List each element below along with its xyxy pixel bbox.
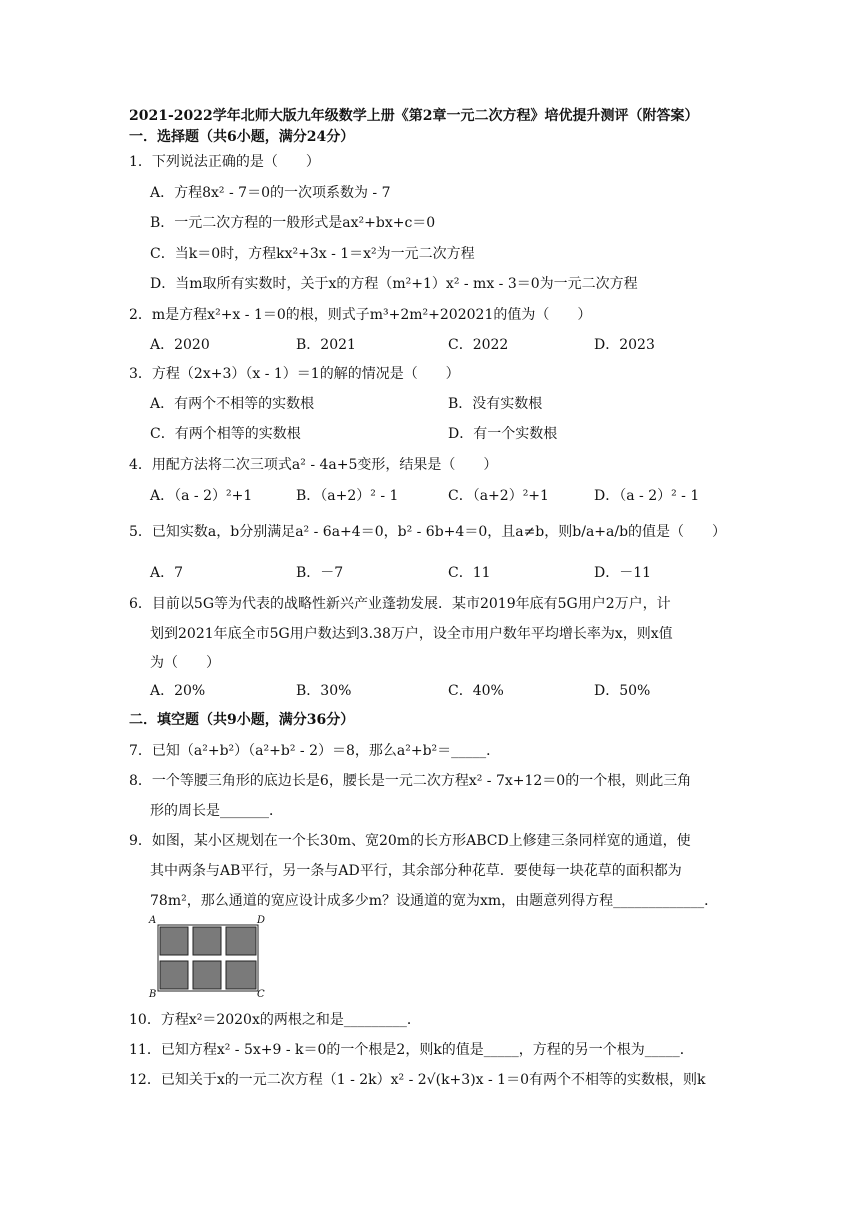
question-3-option-b: B．没有实数根 <box>448 396 543 412</box>
question-6-option-b: B．30% <box>296 683 352 699</box>
question-9-line-2: 其中两条与AB平行，另一条与AD平行，其余部分种花草．要使每一块花草的面积都为 <box>150 863 682 879</box>
question-2-option-a: A．2020 <box>150 337 210 353</box>
rectangle-abcd-figure <box>147 917 277 1007</box>
question-6-line-2: 划到2021年底全市5G用户数达到3.38万户，设全市用户数年平均增长率为x，则x值 <box>150 626 673 642</box>
document-title: 2021-2022学年北师大版九年级数学上册《第2章一元二次方程》培优提升测评（附答案） <box>129 108 699 124</box>
question-4-option-c: C．（a+2）²+1 <box>448 488 549 504</box>
question-2-option-b: B．2021 <box>296 337 356 353</box>
vertex-label-a: A <box>149 915 157 926</box>
question-9-line-1: 9．如图，某小区规划在一个长30m、宽20m的长方形ABCD上修建三条同样宽的通道，使 <box>129 833 691 849</box>
question-6-option-a: A．20% <box>150 683 206 699</box>
question-6-option-d: D．50% <box>594 683 651 699</box>
section-fill-heading: 二．填空题（共9小题，满分36分） <box>129 712 355 728</box>
flower-plot <box>160 961 188 989</box>
vertex-label-d: D <box>257 915 266 926</box>
question-8-line-2: 形的周长是_______． <box>150 803 283 819</box>
question-3-option-d: D．有一个实数根 <box>448 426 558 442</box>
question-11: 11．已知方程x² - 5x+9 - k＝0的一个根是2，则k的值是_____，方程的另一个根为_____． <box>129 1042 694 1058</box>
question-5-option-c: C．11 <box>448 565 491 581</box>
question-5-option-a: A．7 <box>150 565 184 581</box>
question-2-option-d: D．2023 <box>594 337 655 353</box>
vertex-label-b: B <box>149 989 157 1000</box>
question-5-option-d: D．－11 <box>594 565 652 581</box>
question-1-stem: 1．下列说法正确的是（ ） <box>129 154 320 170</box>
flower-plot <box>160 927 188 955</box>
question-4-option-a: A．（a - 2）²+1 <box>150 488 253 504</box>
question-6-option-c: C．40% <box>448 683 504 699</box>
question-10: 10．方程x²＝2020x的两根之和是_________． <box>129 1012 421 1028</box>
question-6-line-3: 为（ ） <box>150 655 220 671</box>
question-1-option-b: B．一元二次方程的一般形式是ax²+bx+c＝0 <box>150 215 436 231</box>
question-1-option-d: D．当m取所有实数时，关于x的方程（m²+1）x² - mx - 3＝0为一元二次方程 <box>150 276 638 292</box>
flower-plot <box>226 961 256 989</box>
question-5-option-b: B．－7 <box>296 565 344 581</box>
question-2-stem: 2．m是方程x²+x - 1＝0的根，则式子m³+2m²+202021的值为（ ） <box>129 307 592 323</box>
flower-plot <box>193 961 221 989</box>
flower-plot <box>226 927 256 955</box>
question-5-stem: 5．已知实数a，b分别满足a² - 6a+4＝0，b² - 6b+4＝0，且a≠b，则b/a+a/b的值是（ ） <box>129 524 727 540</box>
question-8-line-1: 8．一个等腰三角形的底边长是6，腰长是一元二次方程x² - 7x+12＝0的一个根，则此三角 <box>129 773 692 789</box>
question-4-option-b: B．（a+2）² - 1 <box>296 488 399 504</box>
vertex-label-c: C <box>257 989 265 1000</box>
question-4-stem: 4．用配方法将二次三项式a² - 4a+5变形，结果是（ ） <box>129 457 498 473</box>
question-6-line-1: 6．目前以5G等为代表的战略性新兴产业蓬勃发展．某市2019年底有5G用户2万户，计 <box>129 596 671 612</box>
question-2-option-c: C．2022 <box>448 337 509 353</box>
question-12: 12．已知关于x的一元二次方程（1 - 2k）x² - 2√(k+3)x - 1＝0有两个不相等的实数根，则k <box>129 1072 706 1088</box>
question-9-line-3: 78m²，那么通道的宽应设计成多少m？设通道的宽为xm，由题意列得方程_____________． <box>150 893 719 909</box>
question-3-option-a: A．有两个不相等的实数根 <box>150 396 315 412</box>
question-7: 7．已知（a²+b²）（a²+b² - 2）＝8，那么a²+b²＝_____． <box>129 743 501 759</box>
question-3-stem: 3．方程（2x+3）（x - 1）＝1的解的情况是（ ） <box>129 366 460 382</box>
flower-plot <box>193 927 221 955</box>
question-1-option-a: A．方程8x² - 7＝0的一次项系数为 - 7 <box>150 185 391 201</box>
question-1-option-c: C．当k＝0时，方程kx²+3x - 1＝x²为一元二次方程 <box>150 246 475 262</box>
question-4-option-d: D．（a - 2）² - 1 <box>594 488 700 504</box>
question-3-option-c: C．有两个相等的实数根 <box>150 426 301 442</box>
section-choice-heading: 一．选择题（共6小题，满分24分） <box>129 129 355 145</box>
